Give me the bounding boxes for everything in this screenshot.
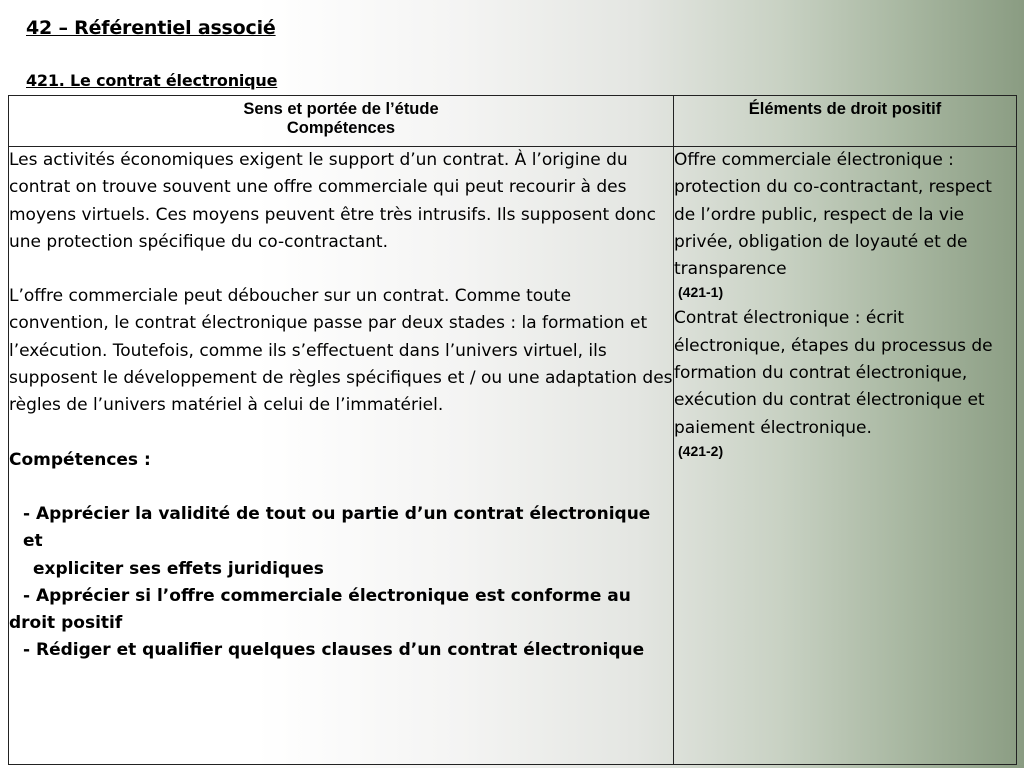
competence-item-3-line1: - Rédiger et qualifier quelques clauses d’un contrat électronique [23,640,645,661]
header-right-label: Éléments de droit positif [748,100,942,118]
element-offre-commerciale [674,147,1016,301]
referentiel-table [8,95,1017,765]
element-contrat-text: Contrat électronique : écrit électronique, étapes du processus de formation du contrat électronique, exécution du contrat électronique et paiement électronique. [674,308,993,438]
paragraph-offre-commerciale: Les activités économiques exigent le support d’un contrat. À l’origine du contrat on trouve souvent une offre commerciale qui peut recourir à des moyens virtuels. Ces moyens peuvent être très intrusifs. Ils supposent donc une protection spécifique du co-contractant. [9,150,656,252]
slide-subtitle: 421. Le contrat électronique [26,71,278,90]
competence-item-2-line1: - Apprécier si l’offre commerciale électronique est conforme au [23,585,631,606]
reference-code-421-1: (421-1) [678,284,724,301]
header-left-line2: Compétences [286,119,396,137]
reference-code-421-2: (421-2) [678,442,724,459]
competence-item-2 [9,583,673,638]
competence-item-2-line2: droit positif [9,613,123,634]
competence-item-1-line1: - Apprécier la validité de tout ou partie d’un contrat électronique et [23,503,651,552]
table-header-row [9,96,1017,147]
element-offre-text: Offre commerciale électronique : protection du co-contractant, respect de l’ordre public, respect de la vie privée, obligation de loyauté et de transparence [674,150,992,280]
table-body-row [9,147,1017,765]
header-sens-et-portee [9,96,674,147]
competence-item-3 [9,637,673,664]
element-contrat-electronique [674,305,1016,459]
competence-item-1 [9,501,673,583]
header-left-line1: Sens et portée de l’étude [243,100,439,118]
competence-item-1-line2: expliciter ses effets juridiques [33,558,324,579]
cell-sens-et-portee [9,147,674,765]
slide-title: 42 – Référentiel associé [26,17,276,39]
paragraph-contrat-stades: L’offre commerciale peut déboucher sur un contrat. Comme toute convention, le contrat électronique passe par deux stades : la formation et l’exécution. Toutefois, comme ils s’effectuent dans l’univers virtuel, ils supposent le développement de règles spécifiques et / ou une adaptation des règles de l’univers matériel à celui de l’immatériel. [9,286,673,416]
competences-heading: Compétences : [9,449,151,470]
cell-elements-droit-positif [674,147,1017,765]
header-elements-droit-positif [674,96,1017,147]
